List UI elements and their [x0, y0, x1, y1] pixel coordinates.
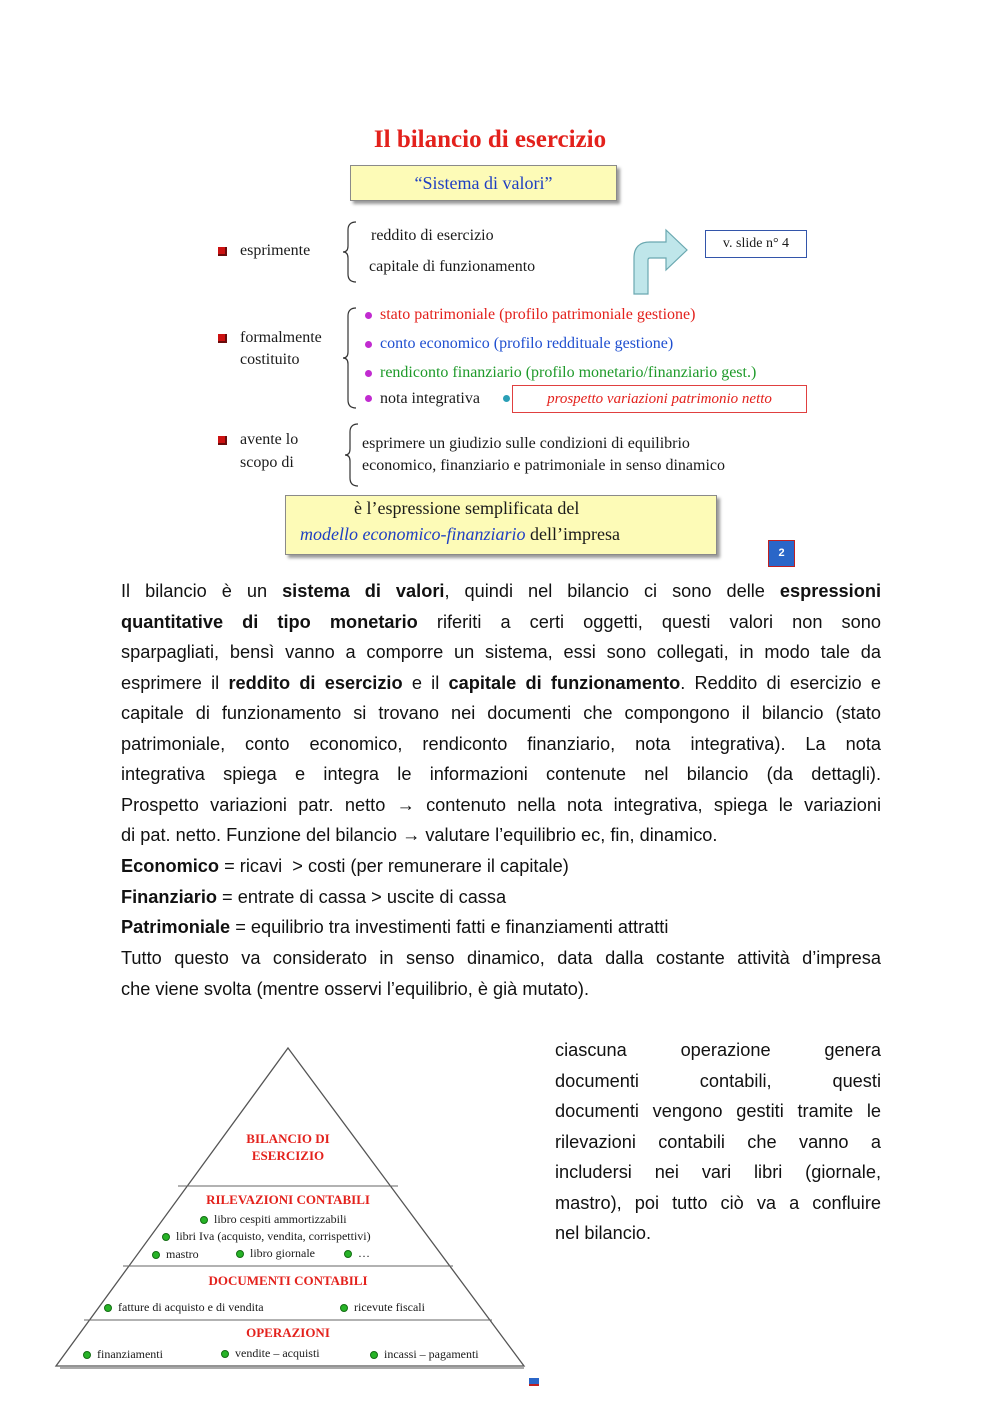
pyramid-bilancio-line1: BILANCIO DI [246, 1131, 330, 1146]
espressione-rest: dell’impresa [525, 524, 620, 544]
left-brace-icon [342, 306, 358, 410]
item-text: vendite – acquisti [235, 1346, 320, 1360]
pyramid-bilancio-line2: ESERCIZIO [251, 1148, 325, 1163]
body-paragraph-2 [121, 943, 881, 1004]
bold-term: quantitative di tipo monetario [121, 611, 418, 632]
item-text: incassi – pagamenti [384, 1347, 479, 1361]
bullet-square-icon [218, 247, 227, 256]
bullet-dot-icon [365, 341, 372, 348]
bold-term: Patrimoniale [121, 917, 231, 937]
pyramid-documenti-heading: DOCUMENTI CONTABILI [208, 1273, 368, 1288]
text-line: ciascuna operazione genera [555, 1040, 881, 1060]
bold-term: reddito di esercizio [228, 672, 403, 693]
text-line: che viene svolta (mentre osservi l’equilibrio, è già mutato). [121, 978, 590, 999]
bullet-dot-icon [365, 370, 372, 377]
pyramid-operazioni-heading: OPERAZIONI [246, 1325, 330, 1340]
equilibrio-finanziario [121, 882, 881, 913]
item-text: ricevute fiscali [354, 1300, 425, 1314]
bullet-dot-icon [503, 395, 510, 402]
left-brace-icon [344, 422, 360, 488]
bullet-dot-icon [365, 395, 372, 402]
text-line: documenti contabili, questi [555, 1070, 881, 1091]
bold-term: sistema di valori [282, 581, 445, 601]
item-text: libri Iva (acquisto, vendita, corrispettivi) [176, 1229, 371, 1243]
bullet-dot-icon [365, 312, 372, 319]
text-line: Tutto questo va considerato in senso dinamico, data dalla costante attività d’impresa [121, 948, 881, 968]
item-text: libro cespiti ammortizzabili [214, 1212, 347, 1226]
green-dot-icon [221, 1350, 229, 1358]
bullet-square-icon [218, 436, 227, 445]
scopo-line1: esprimere un giudizio sulle condizioni di equilibrio [362, 435, 690, 452]
esprimente-item-1: reddito di esercizio [371, 227, 494, 244]
slide-page-number: 2 [768, 540, 795, 567]
pyramid-operazioni-item [370, 1347, 479, 1362]
bold-term: Finanziario [121, 886, 217, 907]
pyramid-rilevazioni-item [200, 1212, 347, 1227]
green-dot-icon [104, 1304, 112, 1312]
slide-marker-icon [529, 1378, 539, 1386]
item-text: finanziamenti [97, 1347, 163, 1361]
item-text: libro giornale [250, 1246, 315, 1260]
costituito-label-line1: formalmente [240, 329, 322, 346]
bold-term: capitale di funzionamento [448, 672, 681, 693]
green-dot-icon [344, 1250, 352, 1258]
pyramid-documenti-item [340, 1300, 425, 1315]
text-run: = equilibrio tra investimenti fatti e finanziamenti attratti [230, 917, 669, 937]
text-run: = entrate di cassa > uscite di cassa [217, 886, 507, 907]
pyramid-rilevazioni-item [152, 1247, 199, 1262]
text-run: , quindi nel bilancio ci sono delle [444, 581, 780, 601]
text-line: Prospetto variazioni patr. netto → contenuto nella nota integrativa, spiega le variazioni [121, 794, 881, 815]
pyramid-documenti-item [104, 1300, 264, 1315]
text-line [121, 576, 881, 607]
green-dot-icon [200, 1216, 208, 1224]
green-dot-icon [83, 1351, 91, 1359]
equilibrio-economico [121, 851, 881, 882]
slide-title: Il bilancio di esercizio [373, 126, 607, 153]
bold-term: espressioni [779, 581, 881, 601]
pyramid-operazioni-item [83, 1347, 163, 1362]
pyramid-rilevazioni-item [236, 1246, 315, 1261]
text-line: includersi nei vari libri (giornale, [555, 1162, 881, 1182]
curved-arrow-icon [628, 228, 690, 296]
text-line: patrimoniale, conto economico, rendiconto finanziario, nota integrativa). La nota [121, 733, 881, 754]
bold-term: Economico [121, 856, 220, 876]
text-run: esprimere il [121, 672, 229, 693]
pyramid-operazioni-item [221, 1346, 320, 1361]
pyramid-rilevazioni-heading: RILEVAZIONI CONTABILI [206, 1192, 370, 1207]
text-line: sparpagliati, bensì vanno a comporre un sistema, essi sono collegati, in modo tale da [121, 642, 881, 662]
scopo-label-line2: scopo di [240, 454, 294, 471]
scopo-label-line1: avente lo [240, 431, 299, 448]
text-line [121, 607, 881, 638]
slide-reference-box: v. slide n° 4 [705, 230, 807, 258]
esprimente-label: esprimente [240, 242, 311, 259]
text-line: di pat. netto. Funzione del bilancio → valutare l’equilibrio ec, fin, dinamico. [121, 825, 718, 845]
item-text: fatture di acquisto e di vendita [118, 1300, 264, 1314]
left-brace-icon [342, 220, 358, 284]
body-paragraph-1 [121, 576, 881, 851]
costituito-item-rendiconto: rendiconto finanziario (profilo monetario/finanziario gest.) [380, 364, 757, 381]
pyramid-rilevazioni-item [162, 1229, 371, 1244]
text-line: documenti vengono gestiti tramite le [555, 1101, 881, 1121]
text-run: riferiti a certi oggetti, questi valori non sono [417, 611, 881, 632]
item-text: … [358, 1246, 370, 1260]
text-line [121, 668, 881, 699]
text-line: mastro), poi tutto ciò va a confluire [555, 1192, 881, 1213]
text-run: Il bilancio è un [121, 581, 283, 601]
green-dot-icon [152, 1251, 160, 1259]
text-line: nel bilancio. [555, 1223, 652, 1243]
green-dot-icon [236, 1250, 244, 1258]
text-run: = ricavi > costi (per remunerare il capitale) [219, 856, 569, 876]
pyramid-rilevazioni-item [344, 1246, 370, 1261]
scopo-line2: economico, finanziario e patrimoniale in senso dinamico [362, 457, 725, 474]
costituito-label-line2: costituito [240, 351, 300, 368]
bullet-square-icon [218, 334, 227, 343]
green-dot-icon [340, 1304, 348, 1312]
costituito-item-nota-integrativa: nota integrativa [380, 390, 480, 407]
text-line: rilevazioni contabili che vanno a [555, 1131, 881, 1152]
item-text: mastro [166, 1247, 199, 1261]
side-paragraph [555, 1035, 881, 1249]
text-run: . Reddito di esercizio e [680, 672, 881, 693]
green-dot-icon [370, 1351, 378, 1359]
prospetto-variazioni-box: prospetto variazioni patrimonio netto [512, 385, 807, 413]
sistema-di-valori-box: “Sistema di valori” [350, 165, 617, 201]
text-line: capitale di funzionamento si trovano nei documenti che compongono il bilancio (stato [121, 703, 881, 723]
text-line: integrativa spiega e integra le informazioni contenute nel bilancio (da dettagli). [121, 764, 881, 784]
costituito-item-stato-patrimoniale: stato patrimoniale (profilo patrimoniale gestione) [380, 306, 696, 323]
costituito-item-conto-economico: conto economico (profilo reddituale gestione) [380, 335, 674, 352]
equilibrio-patrimoniale [121, 912, 881, 943]
text-run: e il [402, 672, 449, 693]
espressione-line2 [300, 524, 620, 545]
green-dot-icon [162, 1233, 170, 1241]
equilibri-list [121, 851, 881, 943]
espressione-box [285, 495, 717, 555]
espressione-line1: è l’espressione semplificata del [354, 498, 580, 518]
espressione-italic: modello economico-finanziario [300, 524, 526, 544]
esprimente-item-2: capitale di funzionamento [369, 258, 536, 275]
